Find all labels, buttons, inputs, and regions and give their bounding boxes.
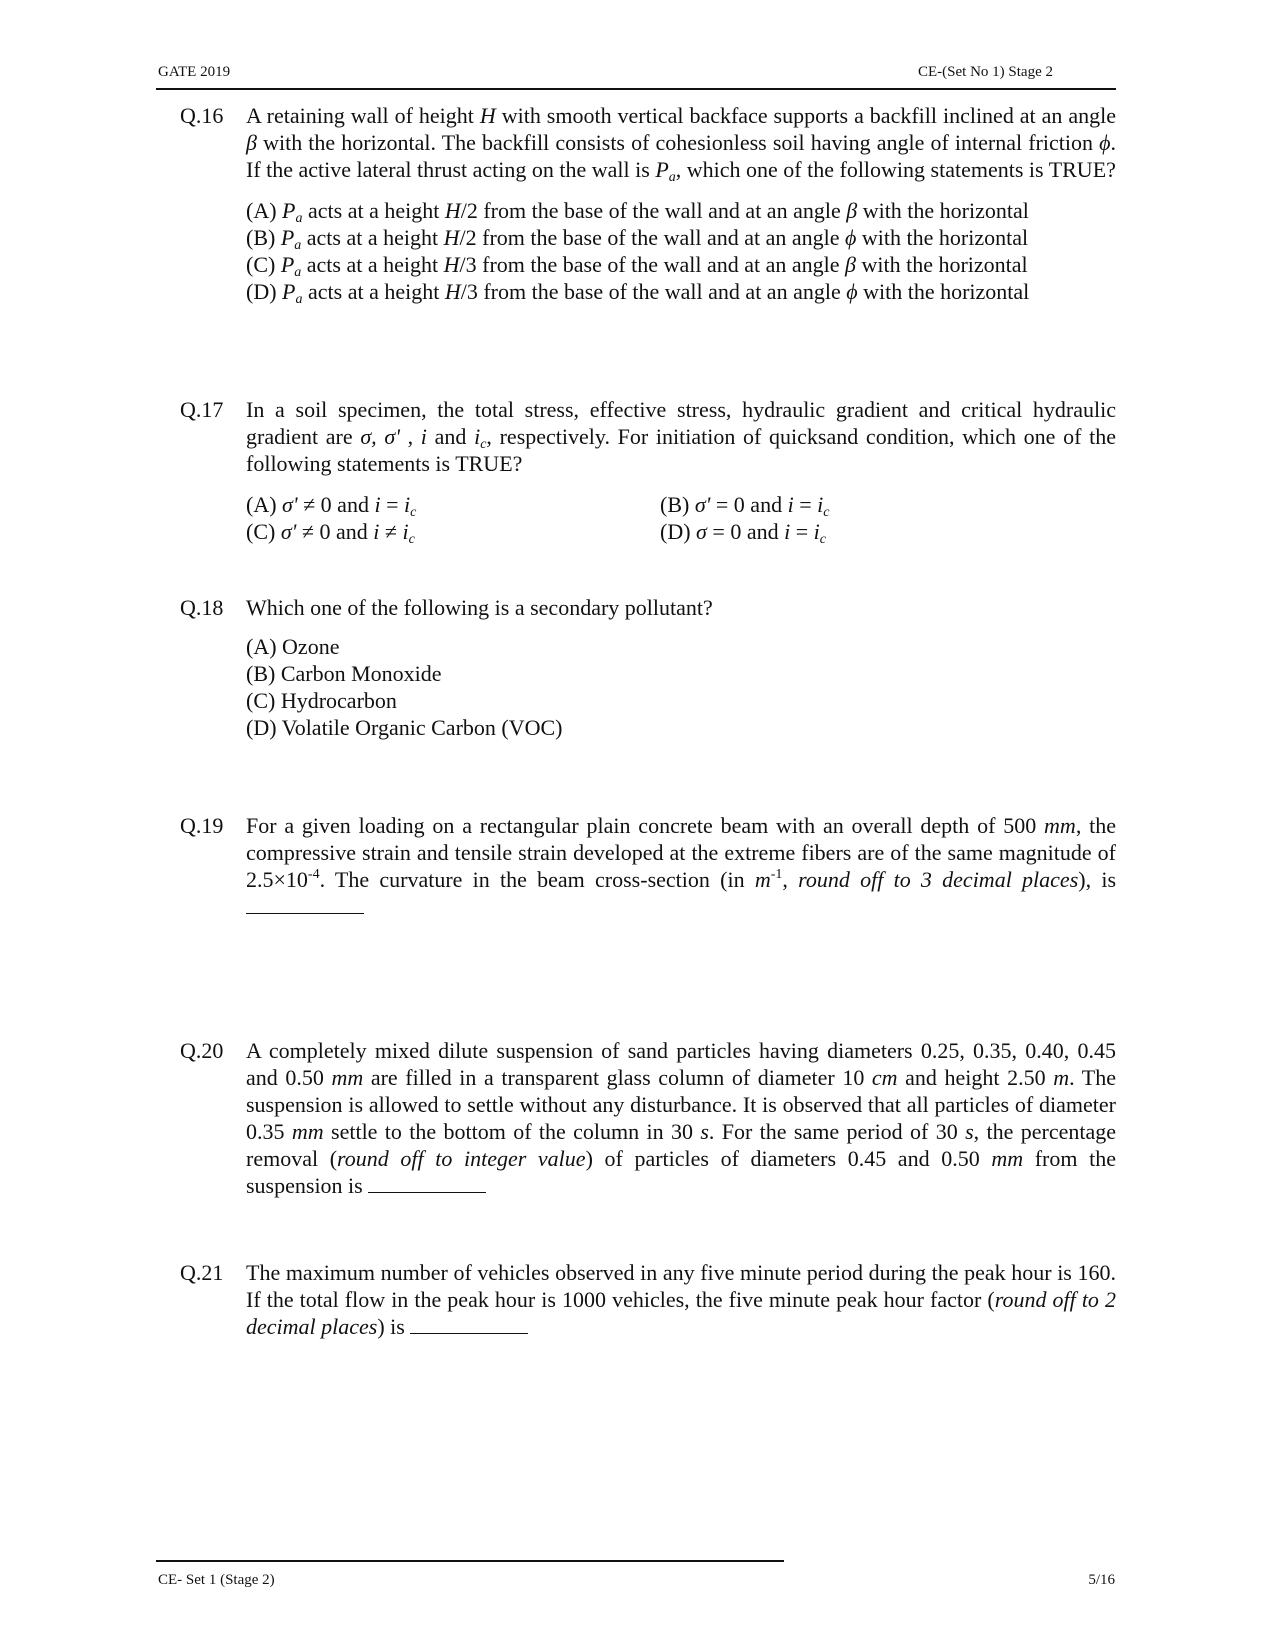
answer-blank: [368, 1191, 486, 1193]
option-b: (B) $P_a$ acts at a height H/2 from the base of the wall and at an angle ϕ with the horizontal: [246, 225, 1029, 253]
option-c: (C) Hydrocarbon: [246, 688, 397, 713]
option-c: (C) σ' ≠ 0 and $i \ne i_c$: [246, 519, 415, 547]
question-16: [180, 102, 1116, 305]
question-text: A retaining wall of height H with smooth vertical backface supports a backfill inclined at an angle β with the horizontal. The backfill consists of cohesionless soil having angle of internal friction ϕ. If the active lateral thrust acting on the wall is $P_a$, which one of the following statements is TRUE?: [246, 103, 1116, 185]
option-b: (B) σ' = 0 and $i = i_c$: [660, 492, 830, 520]
option-d: (D) σ = 0 and $i = i_c$: [660, 519, 826, 547]
question-text: Which one of the following is a secondary pollutant?: [246, 595, 713, 620]
option-b: (B) Carbon Monoxide: [246, 661, 442, 686]
option-a: (A) σ' ≠ 0 and $i = i_c$: [246, 492, 417, 520]
answer-blank: [410, 1332, 528, 1334]
question-17: [180, 396, 1116, 545]
option-d: (D) Volatile Organic Carbon (VOC): [246, 715, 563, 740]
question-text: For a given loading on a rectangular plain concrete beam with an overall depth of 500 mm, the compressive strain and tensile strain developed at the extreme fibers are of the same magnitude of $2.5\times 10^{-4}$. The curvature in the beam cross-section (in $m^{-1}$, round off to 3 decimal places), is: [246, 812, 1116, 920]
question-19: [180, 812, 1116, 920]
page-number: 5/16: [1088, 1572, 1115, 1588]
footer-rule: [156, 1560, 784, 1562]
question-number: Q.16: [180, 103, 224, 128]
question-text: In a soil specimen, the total stress, effective stress, hydraulic gradient and critical hydraulic gradient are σ, σ' , i and $i_c$, respectively. For initiation of quicksand condition, which one of the following statements is TRUE?: [246, 397, 1117, 476]
question-number: Q.20: [180, 1038, 224, 1063]
options-grid: [246, 491, 1116, 545]
option-c: (C) $P_a$ acts at a height H/3 from the base of the wall and at an angle β with the horizontal: [246, 252, 1028, 280]
option-a: (A) $P_a$ acts at a height H/2 from the base of the wall and at an angle β with the horizontal: [246, 198, 1029, 226]
header-paper-code: CE-(Set No 1) Stage 2: [918, 64, 1053, 80]
question-number: Q.19: [180, 813, 224, 838]
question-number: Q.17: [180, 397, 224, 422]
question-20: [180, 1037, 1116, 1199]
question-text: The maximum number of vehicles observed in any five minute period during the peak hour is 160. If the total flow in the peak hour is 1000 vehicles, the five minute peak hour factor (round off to 2 decimal places) is: [246, 1260, 1116, 1339]
footer-paper-code: CE- Set 1 (Stage 2): [158, 1572, 275, 1588]
option-a: (A) Ozone: [246, 634, 340, 659]
question-text: A completely mixed dilute suspension of sand particles having diameters 0.25, 0.35, 0.40, 0.45 and 0.50 mm are filled in a transparent glass column of diameter 10 cm and height 2.50 m. The suspension is allowed to settle without any disturbance. It is observed that all particles of diameter 0.35 mm settle to the bottom of the column in 30 s. For the same period of 30 s, the percentage removal (round off to integer value) of particles of diameters 0.45 and 0.50 mm from the suspension is: [246, 1038, 1117, 1198]
question-number: Q.18: [180, 595, 224, 620]
answer-blank: [246, 912, 364, 914]
options-list: [246, 633, 1116, 741]
option-d: (D) $P_a$ acts at a height H/3 from the base of the wall and at an angle ϕ with the horizontal: [246, 279, 1030, 307]
header-rule: [156, 88, 1116, 90]
question-18: [180, 594, 1116, 741]
question-number: Q.21: [180, 1260, 224, 1285]
header-exam-name: GATE 2019: [158, 64, 231, 80]
question-21: [180, 1259, 1116, 1340]
options-list: [246, 197, 1116, 305]
